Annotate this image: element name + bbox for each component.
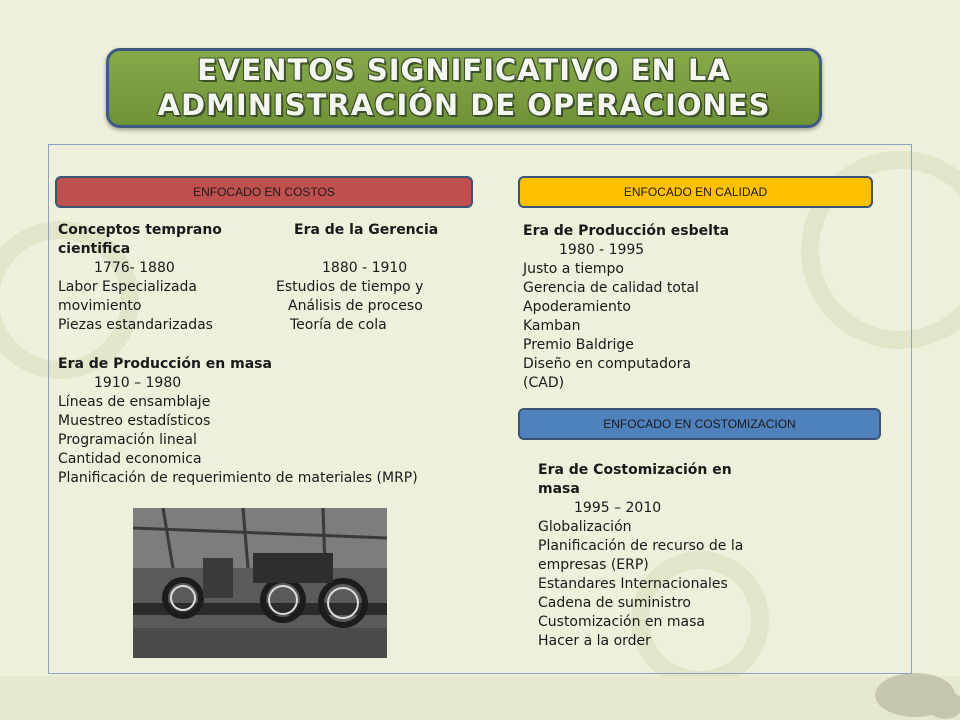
title-banner	[106, 48, 822, 128]
lean-item: Kamban	[523, 318, 581, 334]
custom-item: empresas (ERP)	[538, 557, 649, 573]
mass-item: Cantidad economica	[58, 451, 202, 467]
custom-title-1: Era de Costomización en	[538, 462, 732, 478]
assembly-line-photo	[133, 508, 387, 658]
lean-item: Gerencia de calidad total	[523, 280, 699, 296]
early-item-3: Piezas estandarizadas	[58, 317, 213, 333]
label-quality: ENFOCADO EN CALIDAD	[518, 176, 873, 208]
lean-item: Premio Baldrige	[523, 337, 634, 353]
mass-item: Muestreo estadísticos	[58, 413, 211, 429]
custom-item: Planificación de recurso de la	[538, 538, 744, 554]
management-item-2: Análisis de proceso	[288, 298, 423, 314]
management-item-3: Teoría de cola	[290, 317, 387, 333]
early-item-1: Labor Especializada	[58, 279, 198, 295]
lean-item: (CAD)	[523, 375, 565, 391]
mass-years: 1910 – 1980	[94, 375, 182, 391]
management-years: 1880 - 1910	[322, 260, 408, 276]
label-costs: ENFOCADO EN COSTOS	[55, 176, 473, 208]
early-item-2: movimiento	[58, 298, 142, 314]
title-line-1: EVENTOS SIGNIFICATIVO EN LA	[197, 53, 731, 87]
lean-years: 1980 - 1995	[559, 242, 645, 258]
management-title-block	[294, 221, 438, 240]
early-concepts-block	[58, 221, 222, 335]
label-customization: ENFOCADO EN COSTOMIZACION	[518, 408, 881, 440]
early-years: 1776- 1880	[94, 260, 175, 276]
management-item-3-block	[290, 316, 387, 335]
early-title-1: Conceptos temprano	[58, 222, 222, 238]
custom-item: Hacer a la order	[538, 633, 651, 649]
lean-item: Apoderamiento	[523, 299, 631, 315]
management-item-1: Estudios de tiempo y	[276, 279, 424, 295]
custom-item: Estandares Internacionales	[538, 576, 728, 592]
title-line-2: ADMINISTRACIÓN DE OPERACIONES	[157, 88, 771, 122]
mass-item: Planificación de requerimiento de materiales (MRP)	[58, 470, 418, 486]
management-item-2-block	[288, 297, 423, 316]
mass-customization-block	[538, 461, 743, 651]
management-title: Era de la Gerencia	[294, 222, 439, 238]
mass-item: Programación lineal	[58, 432, 197, 448]
slide-number: 5	[894, 680, 901, 693]
custom-item: Globalización	[538, 519, 632, 535]
early-title-2: cientifica	[58, 241, 131, 257]
custom-item: Cadena de suministro	[538, 595, 691, 611]
mass-item: Líneas de ensamblaje	[58, 394, 211, 410]
management-item-1-block	[276, 278, 423, 297]
lean-production-block	[523, 222, 729, 393]
mass-production-block	[58, 355, 418, 488]
lean-item: Diseño en computadora	[523, 356, 691, 372]
custom-item: Customización en masa	[538, 614, 705, 630]
custom-years: 1995 – 2010	[574, 500, 662, 516]
mass-title: Era de Producción en masa	[58, 356, 272, 372]
lean-title: Era de Producción esbelta	[523, 223, 730, 239]
management-years-block	[322, 259, 407, 278]
lean-item: Justo a tiempo	[523, 261, 624, 277]
custom-title-2: masa	[538, 481, 580, 497]
